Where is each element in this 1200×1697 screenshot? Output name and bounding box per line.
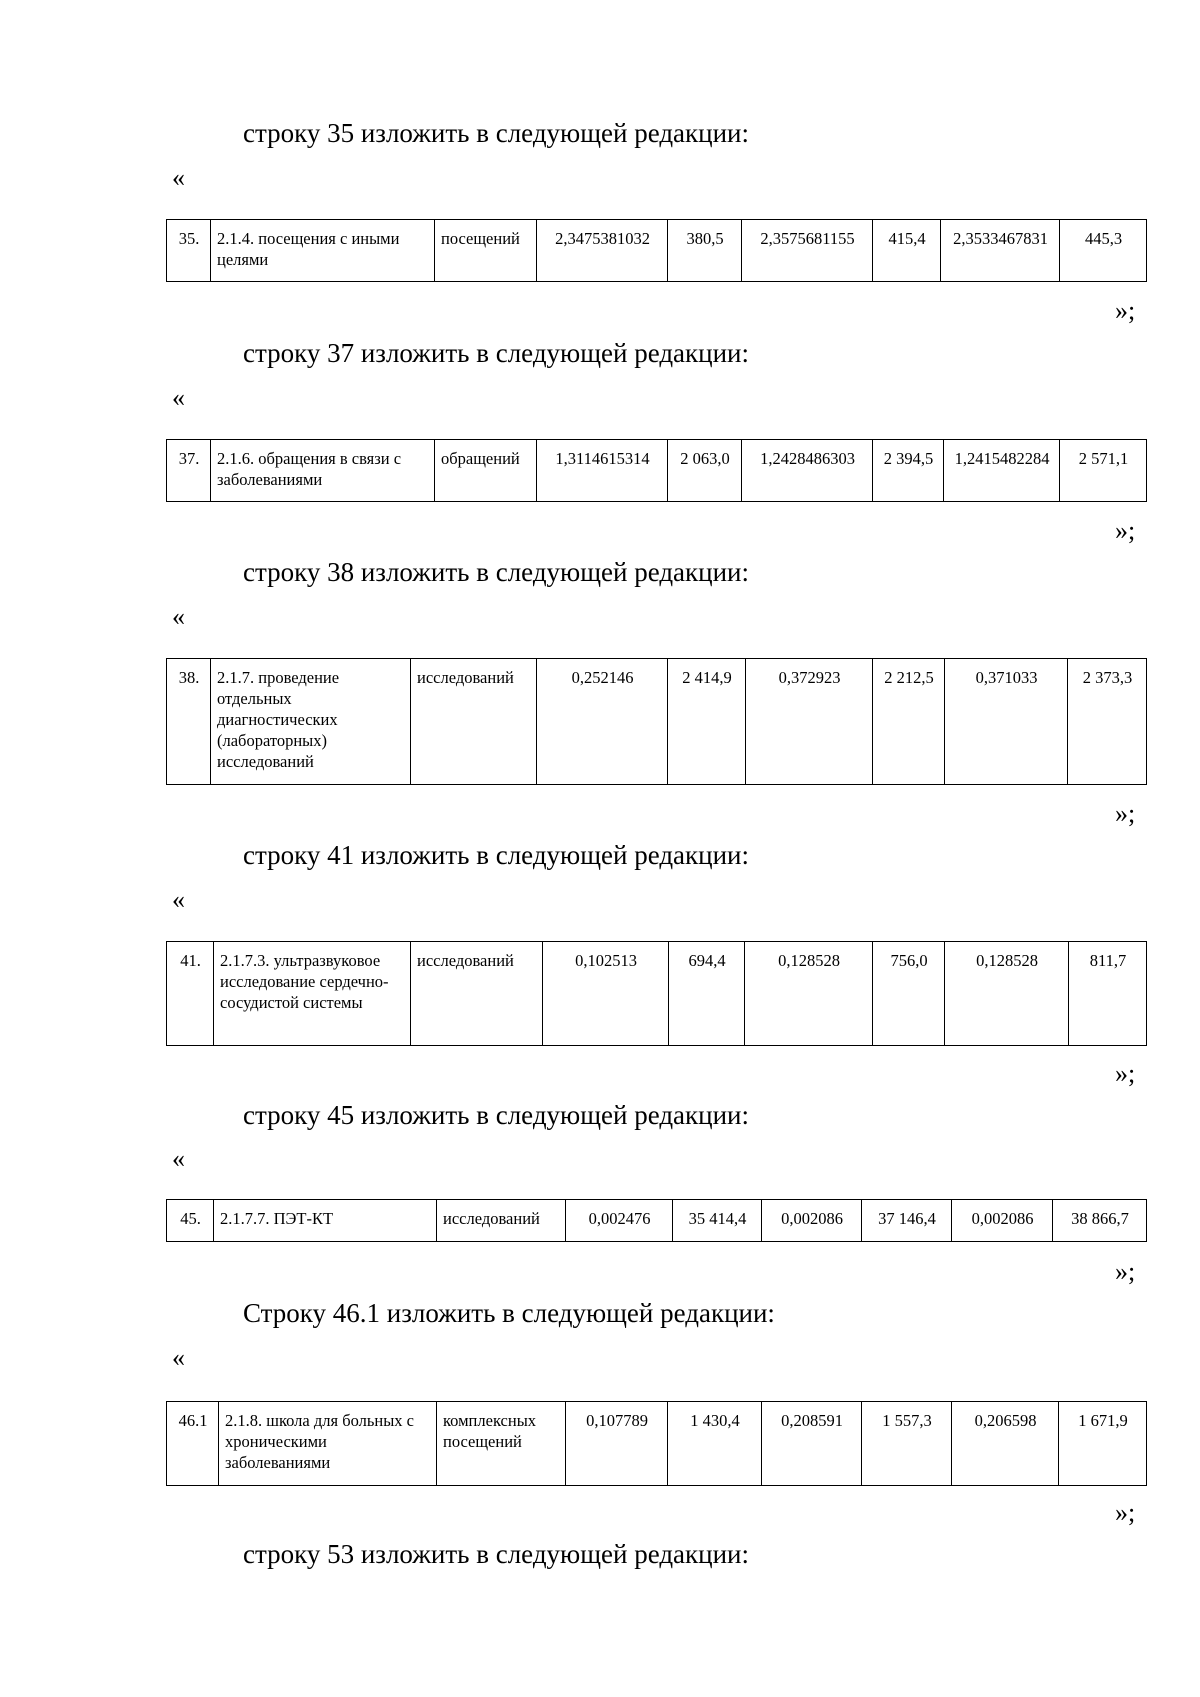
table-row-35 [166,219,1147,282]
row-unit: комплексных посещений [437,1402,566,1486]
value-cell: 694,4 [669,942,745,1046]
value-cell: 1 430,4 [668,1402,762,1486]
value-cell: 0,206598 [952,1402,1059,1486]
value-cell: 0,252146 [537,659,668,785]
closing-quote: »; [1115,1257,1136,1286]
value-cell: 0,002476 [566,1200,673,1242]
closing-quote: »; [1115,799,1136,828]
value-cell: 0,107789 [566,1402,668,1486]
value-cell: 37 146,4 [862,1200,952,1242]
section-heading-53: строку 53 изложить в следующей редакции: [243,1539,750,1569]
opening-quote: « [172,885,185,914]
value-cell: 38 866,7 [1053,1200,1147,1242]
section-heading-41: строку 41 изложить в следующей редакции: [243,840,750,870]
value-cell: 2 571,1 [1060,440,1147,502]
row-number: 37. [167,440,211,502]
row-unit: исследований [411,942,543,1046]
section-heading-35: строку 35 изложить в следующей редакции: [243,118,750,148]
value-cell: 0,371033 [945,659,1068,785]
value-cell: 445,3 [1060,220,1147,282]
section-heading-46-1: Строку 46.1 изложить в следующей редакции: [243,1298,775,1328]
section-heading-45: строку 45 изложить в следующей редакции: [243,1100,750,1130]
value-cell: 0,002086 [762,1200,862,1242]
opening-quote: « [172,1144,185,1173]
row-unit: исследований [437,1200,566,1242]
value-cell: 811,7 [1069,942,1147,1046]
row-description: 2.1.8. школа для больных с хроническими заболеваниями [219,1402,437,1486]
row-description: 2.1.7. проведение отдельных диагностических (лабораторных) исследований [211,659,411,785]
value-cell: 1,2428486303 [742,440,873,502]
value-cell: 0,372923 [746,659,873,785]
value-cell: 1,3114615314 [537,440,668,502]
table-row-37 [166,439,1147,502]
row-number: 38. [167,659,211,785]
row-description: 2.1.6. обращения в связи с заболеваниями [211,440,435,502]
closing-quote: »; [1115,516,1136,545]
table-row-41 [166,941,1147,1046]
section-heading-38: строку 38 изложить в следующей редакции: [243,557,750,587]
value-cell: 2 414,9 [668,659,746,785]
row-number: 35. [167,220,211,282]
value-cell: 2,3475381032 [537,220,668,282]
row-number: 45. [167,1200,214,1242]
opening-quote: « [172,1343,185,1372]
opening-quote: « [172,163,185,192]
opening-quote: « [172,383,185,412]
value-cell: 0,002086 [952,1200,1053,1242]
row-number: 41. [167,942,214,1046]
value-cell: 0,102513 [543,942,669,1046]
value-cell: 415,4 [873,220,941,282]
value-cell: 0,128528 [745,942,873,1046]
row-description: 2.1.4. посещения с иными целями [211,220,435,282]
value-cell: 2,3533467831 [941,220,1060,282]
value-cell: 0,128528 [945,942,1069,1046]
row-number: 46.1 [167,1402,219,1486]
value-cell: 35 414,4 [673,1200,762,1242]
value-cell: 0,208591 [762,1402,862,1486]
table-row-46-1 [166,1401,1147,1486]
row-unit: обращений [435,440,537,502]
closing-quote: »; [1115,296,1136,325]
value-cell: 2 373,3 [1068,659,1147,785]
row-unit: посещений [435,220,537,282]
value-cell: 2 212,5 [873,659,945,785]
value-cell: 2 063,0 [668,440,742,502]
table-row-38 [166,658,1147,785]
value-cell: 2,3575681155 [742,220,873,282]
section-heading-37: строку 37 изложить в следующей редакции: [243,338,750,368]
value-cell: 1 557,3 [862,1402,952,1486]
value-cell: 1 671,9 [1059,1402,1147,1486]
table-row-45 [166,1199,1147,1242]
closing-quote: »; [1115,1059,1136,1088]
row-unit: исследований [411,659,537,785]
value-cell: 380,5 [668,220,742,282]
row-description: 2.1.7.7. ПЭТ-КТ [214,1200,437,1242]
closing-quote: »; [1115,1498,1136,1527]
value-cell: 1,2415482284 [944,440,1060,502]
value-cell: 756,0 [873,942,945,1046]
value-cell: 2 394,5 [873,440,944,502]
opening-quote: « [172,602,185,631]
row-description: 2.1.7.3. ультразвуковое исследование сердечно-сосудистой системы [214,942,411,1046]
